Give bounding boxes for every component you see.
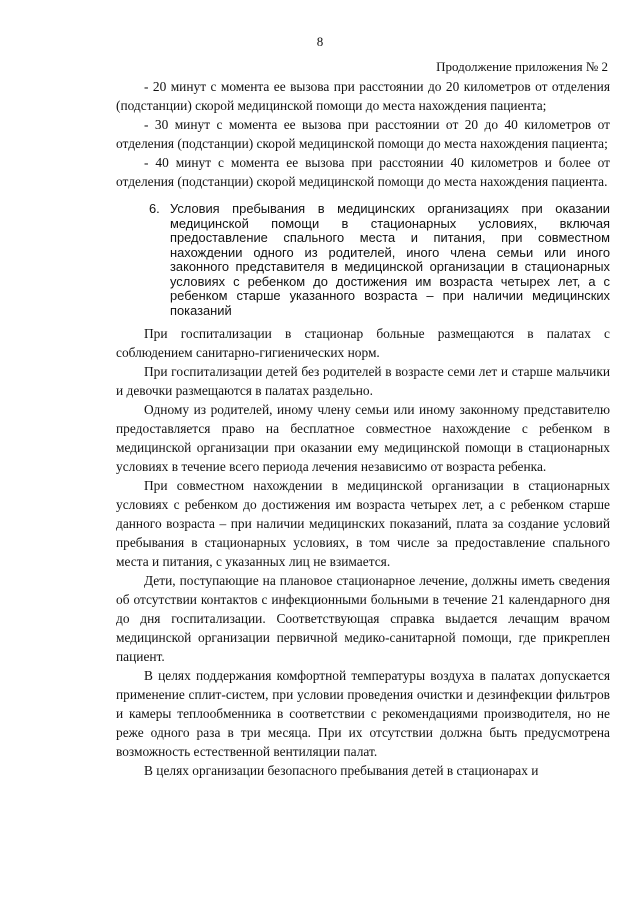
section-number: 6. [149,201,160,216]
list-item: - 30 минут с момента ее вызова при расстоянии от 20 до 40 километров от отделения (подстанции) скорой медицинской помощи до места нахождения пациента; [116,117,610,151]
page-number: 8 [316,34,324,49]
section-title: Условия пребывания в медицинских организациях при оказании медицинской помощи в стационарных условиях, включая предоставление спального места и питания, при совместном нахождении одного из родителей, иного члена семьи или иного законного представителя в медицинской организации в стационарных условиях с ребенком до достижения им возраста четырех лет, а с ребенком старше указанного возраста – при наличии медицинских показаний [170,201,610,318]
paragraph: Одному из родителей, иному члену семьи или иному законному представителю предоставляется право на бесплатное совместное нахождение с ребенком в медицинской организации при оказании ему медицинской помощи в стационарных условиях в течение всего периода лечения независимо от возраста ребенка. [116,402,610,474]
paragraph: Дети, поступающие на плановое стационарное лечение, должны иметь сведения об отсутствии контактов с инфекционными больными в течение 21 календарного дня до дня госпитализации. Соответствующая справка выдается лечащим врачом медицинской организации первичной медико-санитарной помощи, где прикреплен пациент. [116,573,610,664]
paragraph: В целях поддержания комфортной температуры воздуха в палатах допускается применение сплит-систем, при условии проведения очистки и дезинфекции фильтров и камеры теплообменника в соответствии с рекомендациями производителя, но не реже одного раза в три месяца. При их отсутствии должна быть предусмотрена возможность естественной вентиляции палат. [116,668,610,759]
list-item: - 40 минут с момента ее вызова при расстоянии 40 километров и более от отделения (подстанции) скорой медицинской помощи до места нахождения пациента. [116,155,610,189]
paragraph: При госпитализации детей без родителей в возрасте семи лет и старше мальчики и девочки размещаются в палатах раздельно. [116,364,610,398]
list-item: - 20 минут с момента ее вызова при расстоянии до 20 километров от отделения (подстанции) скорой медицинской помощи до места нахождения пациента; [116,79,610,113]
paragraph: При госпитализации в стационар больные размещаются в палатах с соблюдением санитарно-гигиенических норм. [116,326,610,360]
appendix-continuation-label: Продолжение приложения № 2 [436,59,608,74]
section-heading [149,202,610,318]
document-body [116,77,610,780]
paragraph: При совместном нахождении в медицинской организации в стационарных условиях с ребенком до достижения им возраста четырех лет, а с ребенком старше данного возраста – при наличии медицинских показаний, плата за создание условий пребывания в стационарных условиях, в том числе за предоставление спального места и питания, с указанных лиц не взимается. [116,478,610,569]
paragraph: В целях организации безопасного пребывания детей в стационарах и [144,763,539,778]
